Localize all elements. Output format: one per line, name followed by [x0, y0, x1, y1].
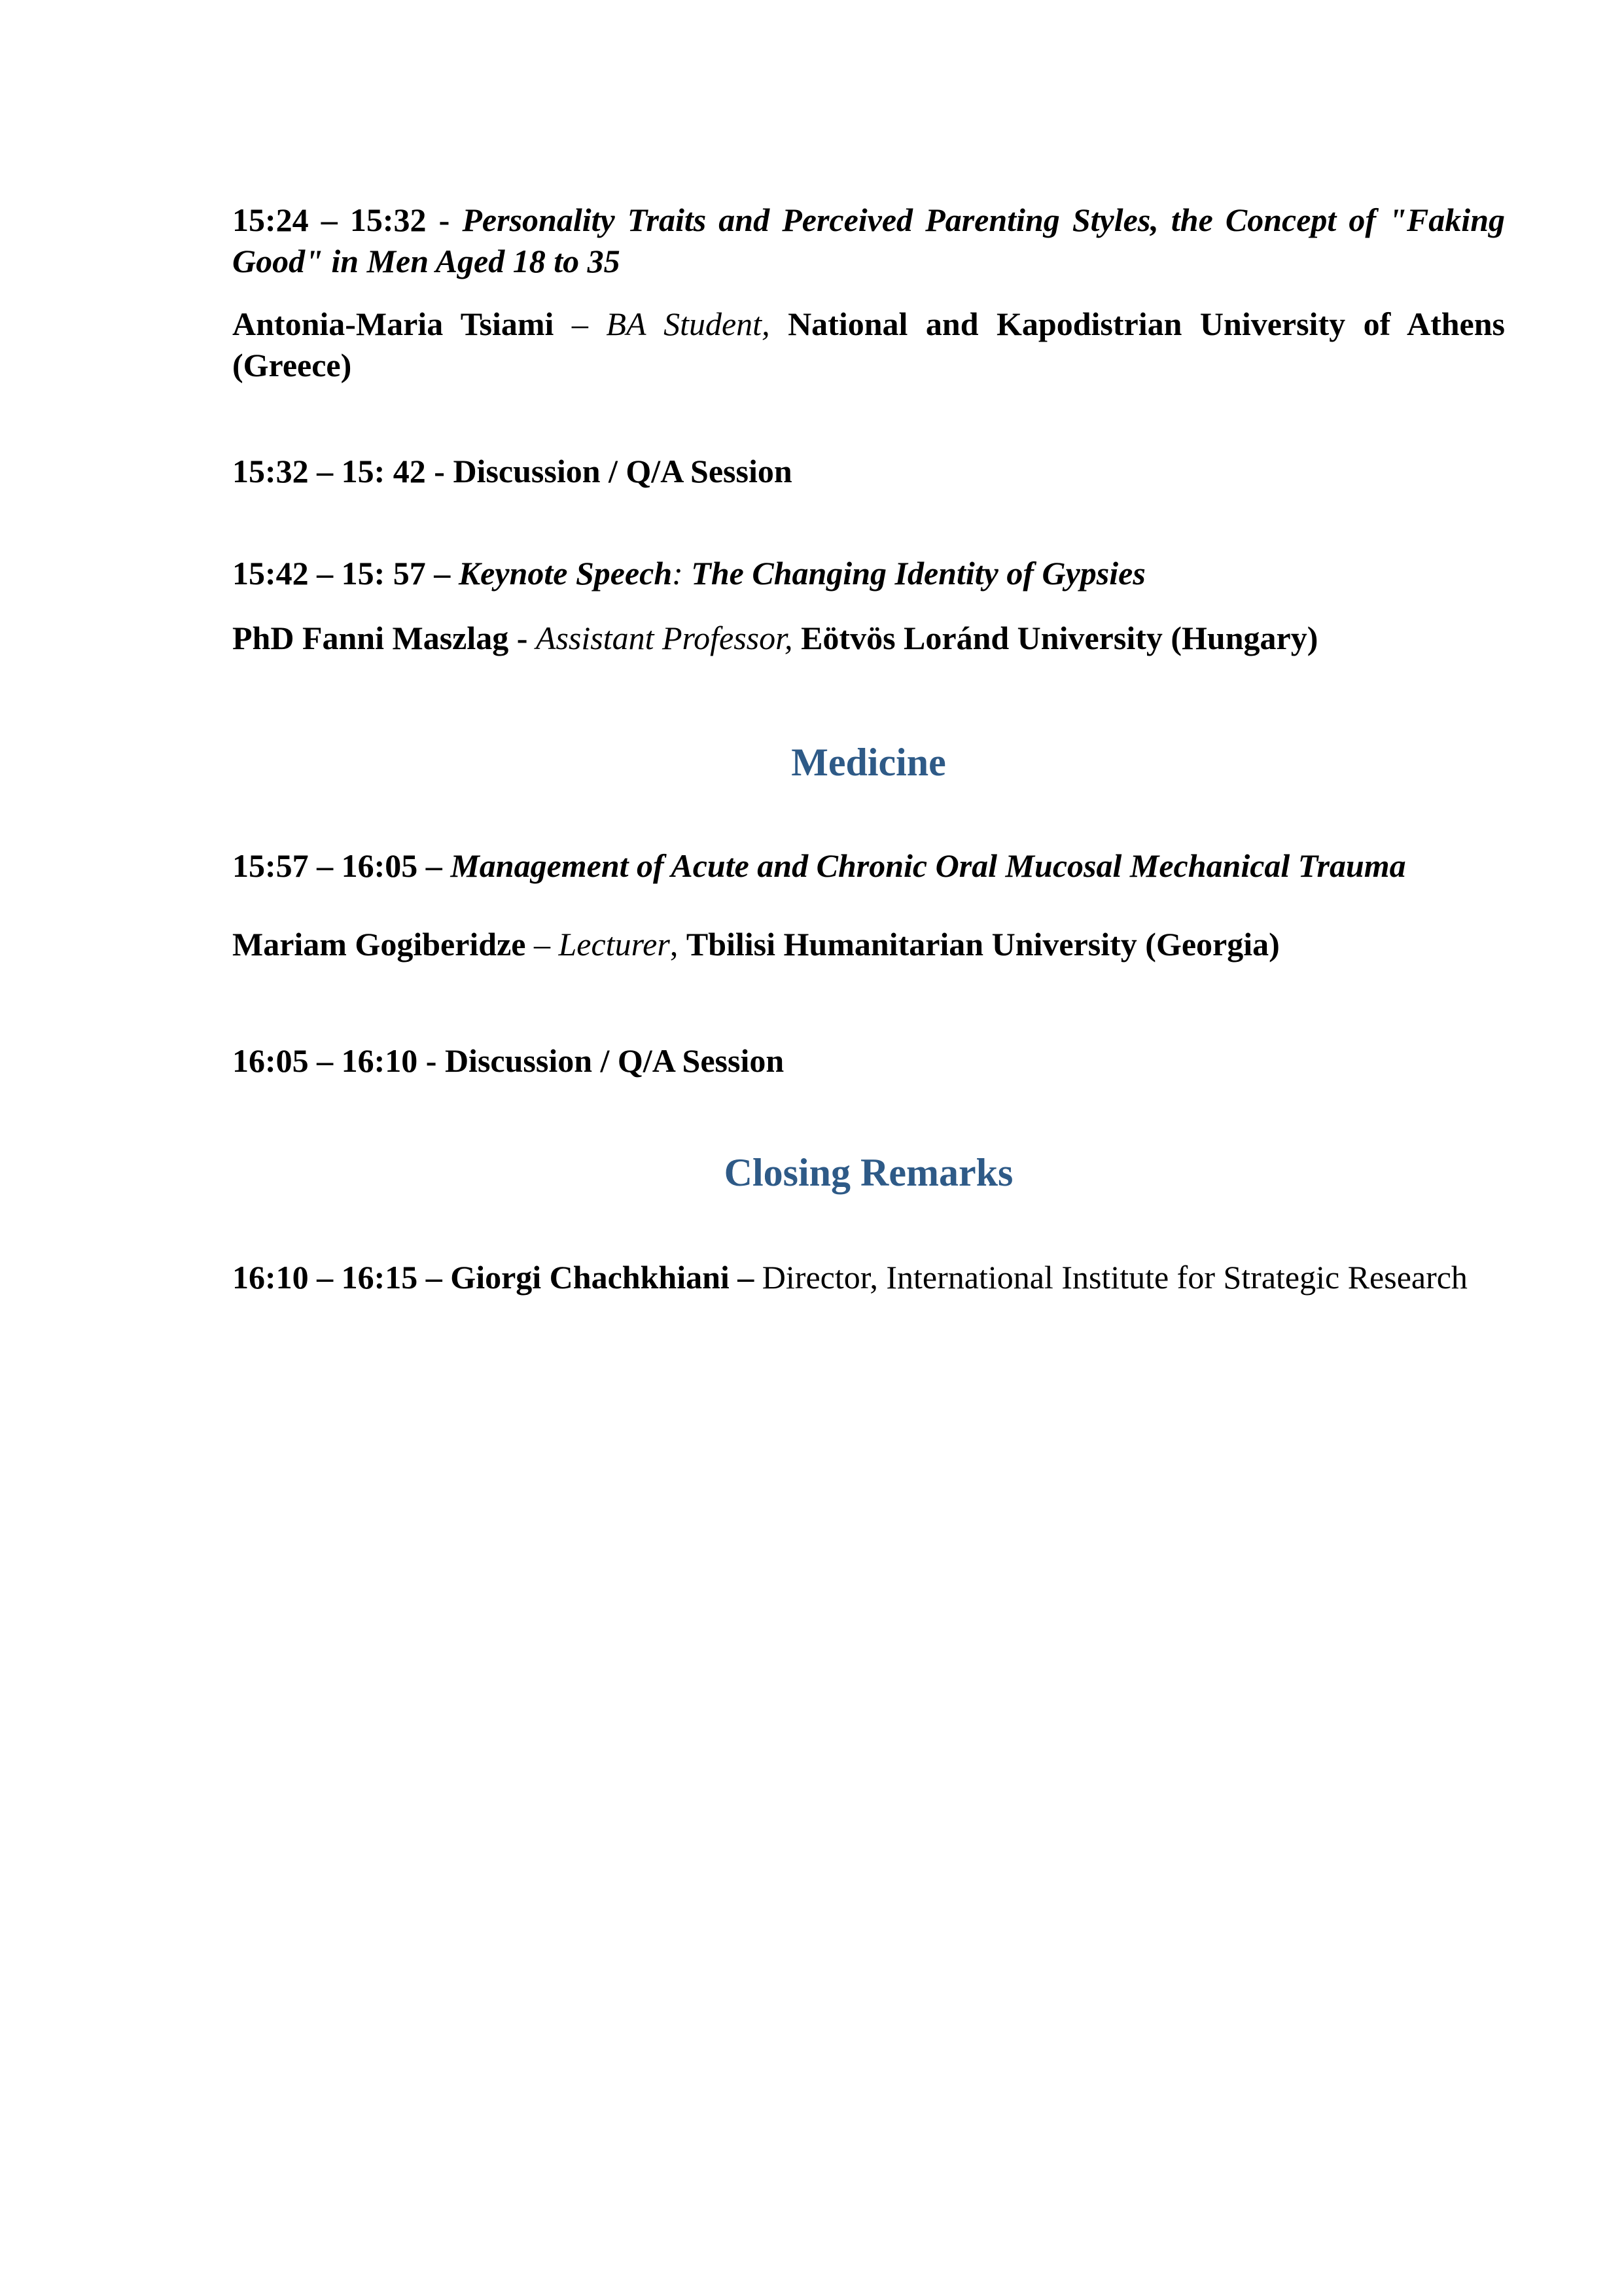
discussion-session-1: 15:32 – 15: 42 - Discussion / Q/A Session: [232, 453, 792, 489]
speaker-role: Assistant Professor,: [535, 620, 793, 656]
discussion-session-2: 16:05 – 16:10 - Discussion / Q/A Session: [232, 1042, 785, 1079]
speaker-gogiberidze: [232, 924, 1505, 965]
keynote-time: 15:42 – 15: 57 –: [232, 555, 459, 592]
speaker-role: BA Student,: [606, 306, 770, 342]
speaker-name: Antonia-Maria Tsiami: [232, 306, 554, 342]
talk-personality-traits: [232, 200, 1505, 282]
speaker-tsiami: [232, 304, 1505, 386]
keynote-speech: [232, 553, 1505, 594]
speaker-affiliation: National and Kapodistrian University of Athens (Greece): [232, 306, 1505, 383]
talk-title: Personality Traits and Perceived Parenting Styles, the Concept of "Faking Good" in Men Aged 18 to 35: [232, 202, 1505, 279]
closing-time-name: 16:10 – 16:15 – Giorgi Chachkhiani –: [232, 1259, 762, 1296]
section-heading-closing-remarks: Closing Remarks: [724, 1151, 1014, 1194]
keynote-colon: :: [672, 555, 692, 592]
speaker-name: Mariam Gogiberidze: [232, 926, 526, 963]
keynote-label: Keynote Speech: [458, 555, 673, 592]
speaker-maszlag: [232, 618, 1505, 659]
speaker-separator: –: [554, 306, 607, 342]
talk-time: 15:57 – 16:05 –: [232, 847, 451, 884]
speaker-comma: ,: [669, 926, 686, 963]
speaker-affiliation: Tbilisi Humanitarian University (Georgia): [686, 926, 1280, 963]
talk-oral-trauma: [232, 845, 1505, 887]
speaker-affiliation: Eötvös Loránd University (Hungary): [792, 620, 1318, 656]
talk-time: 15:24 – 15:32 -: [232, 202, 463, 238]
section-heading-medicine: Medicine: [791, 741, 946, 784]
speaker-name: PhD Fanni Maszlag -: [232, 620, 536, 656]
keynote-title: The Changing Identity of Gypsies: [691, 555, 1146, 592]
talk-title: Management of Acute and Chronic Oral Mucosal Mechanical Trauma: [450, 847, 1406, 884]
speaker-separator: –: [525, 926, 559, 963]
closing-remarks-entry: [232, 1257, 1505, 1298]
program-page: [232, 0, 1505, 2296]
speaker-role: Lecturer: [558, 926, 670, 963]
closing-role: Director, International Institute for Strategic Research: [762, 1259, 1468, 1296]
